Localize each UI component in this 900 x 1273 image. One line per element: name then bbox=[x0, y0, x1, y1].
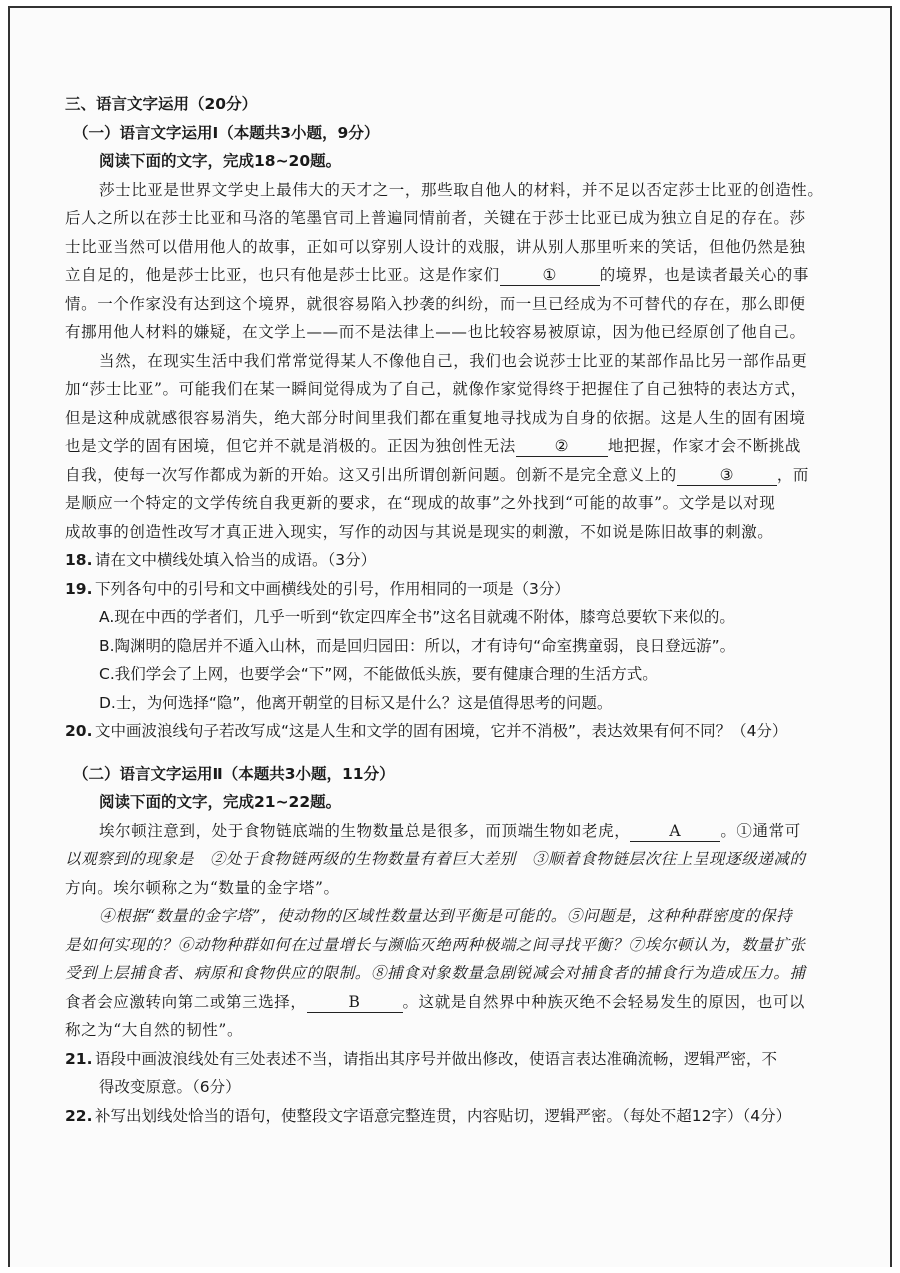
part2-title: （二）语言文字运用Ⅱ（本题共3小题，11分） bbox=[73, 764, 395, 783]
passage1-line: 士比亚当然可以借用他人的故事，正如可以穿别人设计的戏服，讲从别人那里听来的笑话，但他仍然是独 bbox=[65, 237, 806, 256]
part1-instruction: 阅读下面的文字，完成18~20题。 bbox=[99, 152, 342, 170]
text-span: 立自足的，他是莎士比亚，也只有他是莎士比亚。这是作家们 bbox=[65, 266, 500, 284]
text-span: 。①通常可 bbox=[720, 821, 801, 840]
question-number: 21. bbox=[65, 1049, 93, 1068]
question-text: 补写出划线处恰当的语句，使整段文字语意完整连贯，内容贴切，逻辑严密。（每处不超12字）（4分） bbox=[95, 1106, 792, 1125]
question-21-cont: 得改变原意。（6分） bbox=[99, 1078, 241, 1096]
text-span: 也是文学的固有困境，但它并不就是消极的。正因为独创性无法 bbox=[65, 437, 516, 455]
question-number: 18. bbox=[65, 551, 93, 569]
text-span: 地把握，作家才会不断挑战 bbox=[607, 437, 802, 455]
passage2-line: ④根据“数量的金字塔”，使动物的区域性数量达到平衡是可能的。⑤问题是，这种种群密度的保持 bbox=[99, 907, 793, 925]
passage1-line bbox=[65, 461, 835, 490]
passage1-line bbox=[65, 432, 835, 461]
text-span: 。这就是自然界中种族灭绝不会轻易发生的原因，也可以 bbox=[402, 992, 806, 1011]
exam-page bbox=[8, 6, 892, 1267]
option-d: D.士，为何选择“隐”，他离开朝堂的目标又是什么？这是值得思考的问题。 bbox=[99, 693, 613, 712]
blank-3: ③ bbox=[677, 465, 777, 486]
passage1-line: 有挪用他人材料的嫌疑，在文学上——而不是法律上——也比较容易被原谅，因为他已经原创了他自己。 bbox=[65, 323, 806, 341]
passage2-line bbox=[65, 817, 835, 846]
text-span: 食者会应激转向第二或第三选择， bbox=[65, 992, 307, 1011]
passage2-line: 受到上层捕食者、病原和食物供应的限制。⑧捕食对象数量急剧锐减会对捕食者的捕食行为造成压力。捕 bbox=[65, 964, 806, 982]
passage2-line bbox=[65, 988, 835, 1017]
question-20 bbox=[65, 717, 835, 746]
section-title: 三、语言文字运用（20分） bbox=[65, 95, 258, 113]
passage1-line: 加“莎士比亚”。可能我们在某一瞬间觉得成为了自己，就像作家觉得终于把握住了自己独特的表达方式， bbox=[65, 380, 807, 398]
passage1-line: 后人之所以在莎士比亚和马洛的笔墨官司上普遍同情前者，关键在于莎士比亚已成为独立自足的存在。莎 bbox=[65, 209, 806, 227]
text-span: 的境界，也是读者最关心的事 bbox=[599, 266, 810, 284]
question-text: 下列各句中的引号和文中画横线处的引号，作用相同的一项是（3分） bbox=[95, 579, 570, 598]
spacer bbox=[65, 746, 835, 760]
passage2 bbox=[65, 817, 835, 1045]
option-a: A.现在中西的学者们，几乎一听到“钦定四库全书”这名目就魂不附体，膝弯总要软下来似的。 bbox=[99, 608, 735, 626]
question-text: 文中画波浪线句子若改写成“这是人生和文学的固有困境，它并不消极”，表达效果有何不同？（4分） bbox=[95, 722, 788, 740]
text-span: 埃尔顿注意到，处于食物链底端的生物数量总是很多，而顶端生物如老虎， bbox=[99, 821, 631, 840]
option-c: C.我们学会了上网，也要学会“下”网，不能做低头族，要有健康合理的生活方式。 bbox=[99, 665, 658, 683]
part2-instruction: 阅读下面的文字，完成21~22题。 bbox=[99, 793, 342, 811]
passage2-line: 是如何实现的？⑥动物种群如何在过量增长与濒临灭绝两种极端之间寻找平衡？⑦埃尔顿认为，数量扩张 bbox=[65, 935, 806, 954]
question-number: 20. bbox=[65, 722, 93, 740]
passage1-line: 但是这种成就感很容易消失，绝大部分时间里我们都在重复地寻找成为自身的依据。这是人生的固有困境 bbox=[65, 408, 806, 427]
passage1-line bbox=[65, 261, 835, 290]
text-span: 自我，使每一次写作都成为新的开始。这又引出所谓创新问题。创新不是完全意义上的 bbox=[65, 465, 677, 484]
question-text: 请在文中横线处填入恰当的成语。（3分） bbox=[95, 551, 377, 569]
passage2-line: 以观察到的现象是 ②处于食物链两级的生物数量有着巨大差别 ③顺着食物链层次往上呈现逐级递减的 bbox=[65, 850, 806, 868]
question-21 bbox=[65, 1045, 835, 1074]
question-number: 19. bbox=[65, 579, 93, 598]
question-text: 语段中画波浪线处有三处表述不当，请指出其序号并做出修改，使语言表达准确流畅，逻辑严密，不 bbox=[95, 1049, 778, 1068]
blank-2: ② bbox=[516, 436, 608, 457]
blank-b: B bbox=[307, 992, 403, 1013]
question-22 bbox=[65, 1102, 835, 1131]
question-number: 22. bbox=[65, 1106, 93, 1125]
option-b: B.陶渊明的隐居并不遁入山林，而是回归园田：所以，才有诗句“命室携童弱，良日登远游”。 bbox=[99, 636, 736, 655]
passage2-line: 称之为“大自然的韧性”。 bbox=[65, 1021, 244, 1039]
question-18 bbox=[65, 546, 835, 575]
passage1-line: 是顺应一个特定的文学传统自我更新的要求，在“现成的故事”之外找到“可能的故事”。文学是以对现 bbox=[65, 494, 776, 512]
question-19 bbox=[65, 575, 835, 604]
blank-a: A bbox=[630, 821, 720, 842]
passage1-line: 当然，在现实生活中我们常常觉得某人不像他自己，我们也会说莎士比亚的某部作品比另一部作品更 bbox=[99, 351, 808, 370]
blank-1: ① bbox=[500, 265, 600, 286]
part1-title: （一）语言文字运用Ⅰ（本题共3小题，9分） bbox=[73, 123, 380, 142]
text-span: ，而 bbox=[776, 465, 810, 484]
passage2-line: 方向。埃尔顿称之为“数量的金字塔”。 bbox=[65, 878, 340, 897]
passage1-line: 成故事的创造性改写才真正进入现实，写作的动因与其说是现实的刺激，不如说是陈旧故事的刺激。 bbox=[65, 522, 774, 541]
passage1-line: 莎士比亚是世界文学史上最伟大的天才之一，那些取自他人的材料，并不足以否定莎士比亚的创造性。 bbox=[99, 180, 824, 199]
exam-content bbox=[65, 90, 835, 1130]
passage1 bbox=[65, 176, 835, 547]
passage1-line: 情。一个作家没有达到这个境界，就很容易陷入抄袭的纠纷，而一旦已经成为不可替代的存在，那么即便 bbox=[65, 294, 806, 313]
